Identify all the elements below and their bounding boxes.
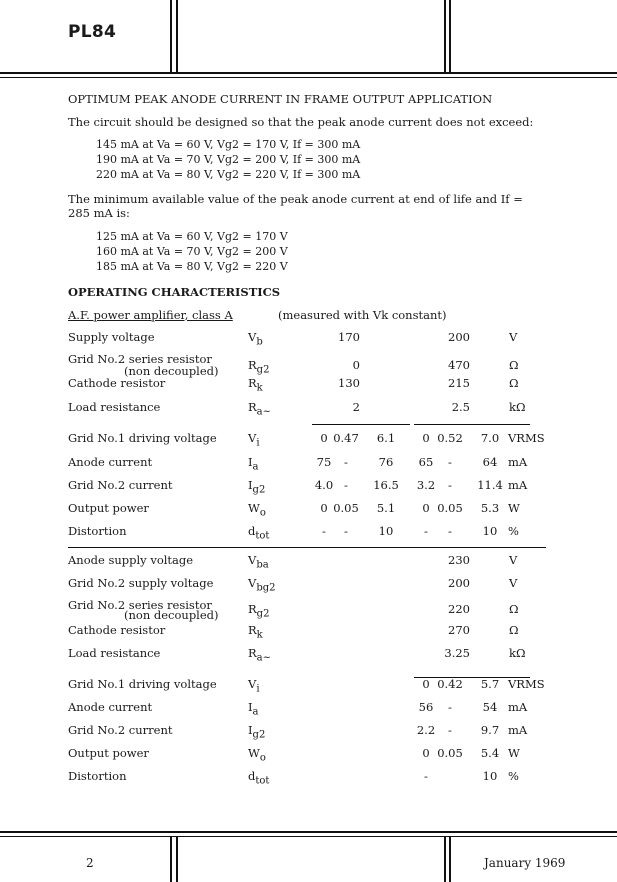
drive-value-a: 0 <box>320 501 328 515</box>
header-rule-left <box>170 0 172 72</box>
drive-value: 5.4 <box>480 746 500 760</box>
header-bottom-rule <box>0 72 617 74</box>
unit: kΩ <box>509 646 526 660</box>
row-label: Supply voltage <box>68 330 155 344</box>
symbol: $V_i$ <box>248 431 260 449</box>
header-rule-mid <box>176 0 178 72</box>
unit: mA <box>508 700 528 714</box>
symbol: $I_a$ <box>248 455 259 473</box>
symbol: $V_{ba}$ <box>248 553 269 571</box>
footer-top-rule <box>0 831 617 833</box>
unit: mA <box>508 723 528 737</box>
drive-value-b: 0.05 <box>437 501 463 515</box>
drive-row-label: Output power <box>68 746 149 760</box>
unit: V <box>509 576 518 590</box>
drive-value-a: 6.1 <box>376 431 396 445</box>
drive-row-label: Grid No.1 driving voltage <box>68 677 217 691</box>
drive-value-a: 4.0 <box>314 478 334 492</box>
value-col2: 2.5 <box>451 400 470 414</box>
drive-value: - <box>448 723 452 737</box>
drive-value: 0 <box>422 746 430 760</box>
drive-row-label: Anode current <box>68 455 153 469</box>
unit: Ω <box>509 376 519 390</box>
drive-value-a: - <box>344 455 348 469</box>
value-col: 200 <box>448 576 470 590</box>
drive-value-b: - <box>448 455 452 469</box>
drive-value-a: 10 <box>378 524 394 538</box>
drive-value-a: 0.47 <box>333 431 359 445</box>
drive-value-a: 5.1 <box>376 501 396 515</box>
unit: V <box>509 330 518 344</box>
drive-value: 2.2 <box>416 723 436 737</box>
drive-value: - <box>448 700 452 714</box>
drive-value-b: 3.2 <box>416 478 436 492</box>
drive-value-b: - <box>424 524 428 538</box>
symbol: $R_k$ <box>248 376 263 394</box>
symbol: $R_k$ <box>248 623 263 641</box>
drive-value-b: - <box>448 524 452 538</box>
drive-value-b: 10 <box>482 524 498 538</box>
drive-row-label: Grid No.1 driving voltage <box>68 431 217 445</box>
symbol: $W_o$ <box>248 501 266 519</box>
drive-value: 0.42 <box>437 677 463 691</box>
table1-drive-rule <box>414 424 530 425</box>
operating-note: (measured with Vk constant) <box>278 308 447 322</box>
row-label: Anode supply voltage <box>68 553 194 567</box>
value-col: 270 <box>448 623 470 637</box>
unit: Ω <box>509 358 519 372</box>
unit: W <box>508 746 520 760</box>
drive-value-b: 0 <box>422 431 430 445</box>
limit-line: 190 mA at Va = 70 V, Vg2 = 200 V, If = 300 mA <box>96 153 361 166</box>
drive-row-label: Grid No.2 current <box>68 723 173 737</box>
drive-value-b: 7.0 <box>480 431 500 445</box>
row-label: Cathode resistor <box>68 376 166 390</box>
unit: VRMS <box>508 677 545 691</box>
symbol: $R_{g2}$ <box>248 358 270 376</box>
value-col: 3.25 <box>444 646 470 660</box>
header-rule-right <box>444 0 446 72</box>
unit: kΩ <box>509 400 526 414</box>
drive-value-b: 65 <box>418 455 434 469</box>
drive-value-b: 0.52 <box>437 431 463 445</box>
drive-value: - <box>424 769 428 783</box>
drive-value-a: 75 <box>316 455 332 469</box>
drive-value-a: 0.05 <box>333 501 359 515</box>
footer-rule-right <box>444 836 446 882</box>
value-col2: 470 <box>448 358 470 372</box>
header-bottom-rule-thin <box>0 77 617 78</box>
drive-value: 56 <box>418 700 434 714</box>
limit-line: 220 mA at Va = 80 V, Vg2 = 220 V, If = 300 mA <box>96 168 361 181</box>
drive-value: 9.7 <box>480 723 500 737</box>
symbol: $d_{tot}$ <box>248 769 270 787</box>
page-title: PL84 <box>68 22 117 42</box>
intro-heading: OPTIMUM PEAK ANODE CURRENT IN FRAME OUTPUT APPLICATION <box>68 92 493 106</box>
value-col: 230 <box>448 553 470 567</box>
value-col1: 170 <box>338 330 360 344</box>
row-label: Grid No.2 supply voltage <box>68 576 214 590</box>
operating-heading: OPERATING CHARACTERISTICS <box>68 285 281 299</box>
drive-value: 0.05 <box>437 746 463 760</box>
drive-row-label: Distortion <box>68 769 127 783</box>
drive-value-b: 11.4 <box>477 478 503 492</box>
value-col2: 200 <box>448 330 470 344</box>
drive-value-a: - <box>344 478 348 492</box>
drive-row-label: Output power <box>68 501 149 515</box>
drive-value: 10 <box>482 769 498 783</box>
symbol: $R_{a\sim}$ <box>248 646 272 664</box>
section-divider <box>68 547 546 548</box>
unit: W <box>508 501 520 515</box>
row-label-cont: (non decoupled) <box>124 608 219 622</box>
footer-top-rule-thin <box>0 836 617 837</box>
symbol: $I_a$ <box>248 700 259 718</box>
unit: % <box>508 769 519 783</box>
symbol: $V_i$ <box>248 677 260 695</box>
min-statement: The minimum available value of the peak anode current at end of life and If = <box>68 192 523 206</box>
table1-drive-rule <box>312 424 410 425</box>
drive-value-a: - <box>344 524 348 538</box>
row-label: Load resistance <box>68 646 161 660</box>
symbol: $V_b$ <box>248 330 263 348</box>
unit: mA <box>508 455 528 469</box>
unit: VRMS <box>508 431 545 445</box>
footer-rule-mid <box>176 836 178 882</box>
drive-row-label: Distortion <box>68 524 127 538</box>
row-label: Load resistance <box>68 400 161 414</box>
symbol: $I_{g2}$ <box>248 723 266 741</box>
unit: mA <box>508 478 528 492</box>
drive-row-label: Grid No.2 current <box>68 478 173 492</box>
min-value-line: 185 mA at Va = 80 V, Vg2 = 220 V <box>96 260 288 273</box>
unit: % <box>508 524 519 538</box>
symbol: $I_{g2}$ <box>248 478 266 496</box>
value-col1: 0 <box>352 358 360 372</box>
symbol: $R_{g2}$ <box>248 602 270 620</box>
footer-rule-right2 <box>449 836 451 882</box>
unit: V <box>509 553 518 567</box>
row-label: Cathode resistor <box>68 623 166 637</box>
min-statement-cont: 285 mA is: <box>68 206 130 220</box>
footer-date: January 1969 <box>484 856 566 870</box>
unit: Ω <box>509 623 519 637</box>
drive-value-b: - <box>448 478 452 492</box>
operating-subheading: A.F. power amplifier, class A <box>68 308 233 322</box>
drive-row-label: Anode current <box>68 700 153 714</box>
row-label: Grid No.2 series resistor <box>68 352 212 366</box>
page-number: 2 <box>86 856 94 870</box>
drive-value: 5.7 <box>480 677 500 691</box>
header-rule-right2 <box>449 0 451 72</box>
symbol: $W_o$ <box>248 746 266 764</box>
symbol: $d_{tot}$ <box>248 524 270 542</box>
drive-value-b: 0 <box>422 501 430 515</box>
value-col: 220 <box>448 602 470 616</box>
min-value-line: 125 mA at Va = 60 V, Vg2 = 170 V <box>96 230 288 243</box>
value-col1: 2 <box>352 400 360 414</box>
limit-line: 145 mA at Va = 60 V, Vg2 = 170 V, If = 300 mA <box>96 138 361 151</box>
drive-value-b: 64 <box>482 455 498 469</box>
symbol: $V_{bg2}$ <box>248 576 276 594</box>
drive-value-a: 76 <box>378 455 394 469</box>
value-col1: 130 <box>338 376 360 390</box>
row-label: Grid No.2 series resistor <box>68 598 212 612</box>
value-col2: 215 <box>448 376 470 390</box>
intro-statement: The circuit should be designed so that the peak anode current does not exceed: <box>68 115 534 129</box>
symbol: $R_{a\sim}$ <box>248 400 272 418</box>
drive-value-b: 5.3 <box>480 501 500 515</box>
unit: Ω <box>509 602 519 616</box>
drive-value: 54 <box>482 700 498 714</box>
min-value-line: 160 mA at Va = 70 V, Vg2 = 200 V <box>96 245 288 258</box>
drive-value-a: 0 <box>320 431 328 445</box>
drive-value: 0 <box>422 677 430 691</box>
row-label-cont: (non decoupled) <box>124 364 219 378</box>
drive-value-a: 16.5 <box>373 478 399 492</box>
drive-value-a: - <box>322 524 326 538</box>
footer-rule-left <box>170 836 172 882</box>
